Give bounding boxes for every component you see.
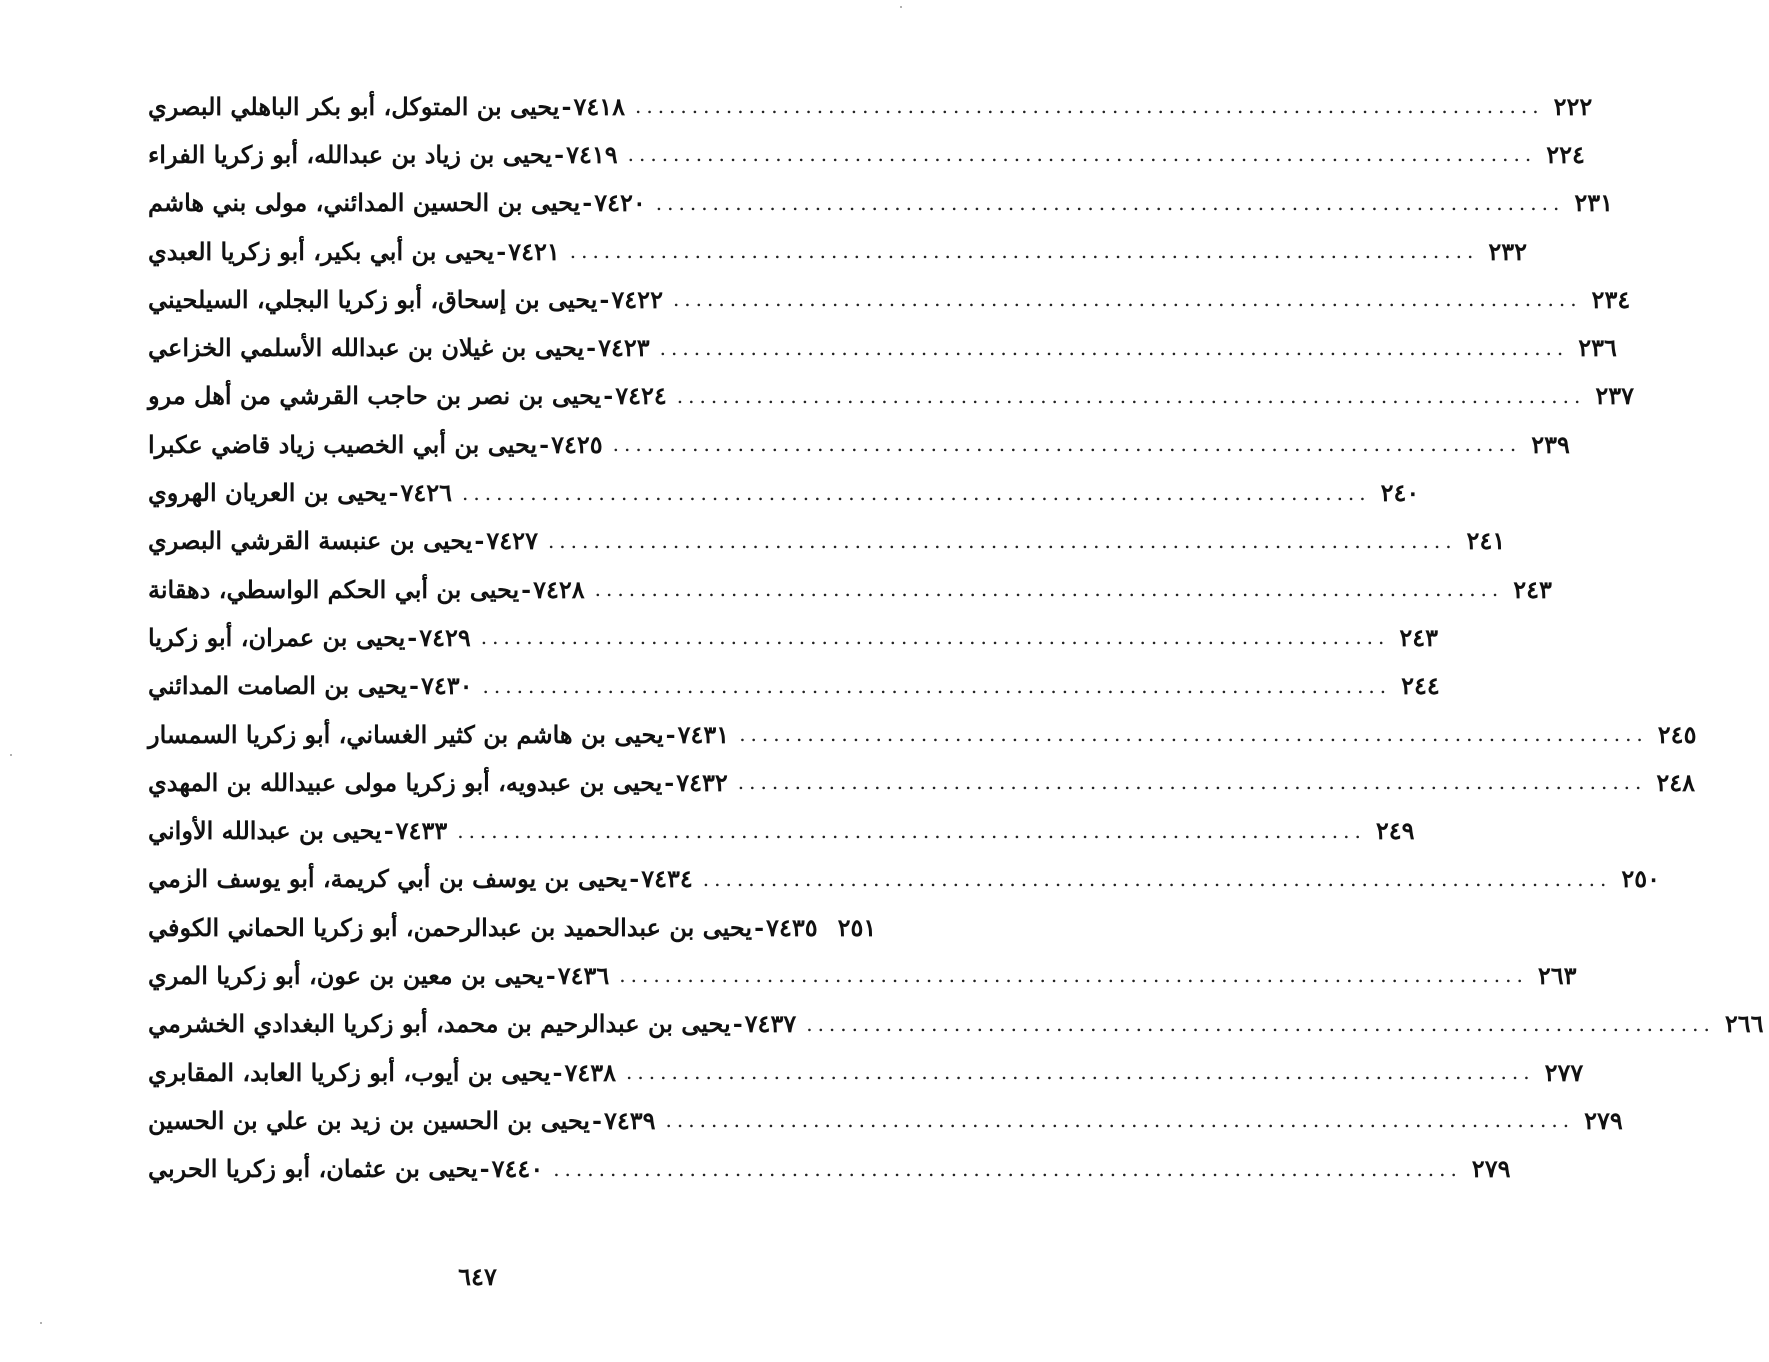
entry-page-number: ٢٣٢ bbox=[1488, 236, 1527, 266]
entry-title: يحيى بن عبدالرحيم بن محمد، أبو زكريا البغدادي الخشرمي bbox=[148, 1009, 731, 1039]
entry-title: يحيى بن يوسف بن أبي كريمة، أبو يوسف الزمي bbox=[148, 864, 628, 894]
toc-entry-label bbox=[148, 381, 667, 410]
dot-leader: ................................................................................ bbox=[635, 94, 1544, 119]
toc-entry bbox=[148, 565, 1552, 613]
entry-page-number: ٢٢٢ bbox=[1553, 91, 1593, 121]
toc-entry bbox=[148, 517, 1506, 565]
entry-number: ٧٤٣٥ bbox=[766, 912, 818, 942]
entry-page-number: ٢٤٤ bbox=[1401, 671, 1440, 701]
scan-speck bbox=[10, 754, 12, 756]
entry-number: ٧٤٤٠ bbox=[491, 1154, 544, 1184]
entry-title: يحيى بن أيوب، أبو زكريا العابد، المقابري bbox=[148, 1057, 551, 1087]
entry-page-number: ٢٣٦ bbox=[1578, 333, 1617, 363]
dot-leader: ................................................................................ bbox=[672, 287, 1582, 312]
toc-entry-label bbox=[148, 1154, 543, 1183]
toc-entry bbox=[148, 1096, 1623, 1144]
entry-dash: - bbox=[603, 381, 614, 411]
toc-entry-label bbox=[148, 1009, 796, 1038]
dot-leader: ................................................................................ bbox=[612, 432, 1522, 457]
entry-page-number: ٢٥٠ bbox=[1621, 864, 1661, 894]
entry-number: ٧٤١٩ bbox=[566, 139, 618, 169]
entry-number: ٧٤٣٨ bbox=[564, 1057, 617, 1087]
dot-leader: ................................................................................ bbox=[655, 190, 1565, 215]
toc-entry-label bbox=[148, 575, 585, 604]
entry-dash: - bbox=[496, 236, 507, 266]
dot-leader: ................................................................................ bbox=[619, 963, 1528, 988]
toc-entry bbox=[148, 1000, 1764, 1048]
toc-entry-label bbox=[148, 816, 447, 845]
entry-dash: - bbox=[539, 429, 550, 459]
toc-entry bbox=[148, 855, 1661, 903]
entry-dash: - bbox=[554, 139, 565, 169]
entry-number: ٧٤٣٣ bbox=[395, 816, 448, 846]
toc-entry-label bbox=[148, 526, 538, 555]
entry-page-number: ٢٧٩ bbox=[1584, 1105, 1623, 1135]
entry-title: يحيى بن الحسين بن زيد بن علي بن الحسين bbox=[148, 1105, 590, 1135]
entry-page-number: ٢٧٧ bbox=[1544, 1057, 1584, 1087]
entry-title: يحيى بن معين بن عون، أبو زكريا المري bbox=[148, 960, 544, 990]
entry-number: ٧٤٢٢ bbox=[611, 284, 663, 314]
dot-leader: ................................................................................ bbox=[569, 239, 1479, 264]
toc-entry bbox=[148, 806, 1415, 854]
entry-number: ٧٤٢٣ bbox=[598, 333, 650, 363]
entry-title: يحيى بن المتوكل، أبو بكر الباهلي البصري bbox=[148, 91, 560, 121]
entry-number: ٧٤٣٠ bbox=[420, 671, 473, 701]
entry-page-number: ٢٤٣ bbox=[1513, 574, 1552, 604]
entry-title: يحيى بن عبدالحميد بن عبدالرحمن، أبو زكريا الحماني الكوفي bbox=[148, 912, 753, 942]
entry-page-number: ٢٧٩ bbox=[1471, 1154, 1511, 1184]
toc-entry bbox=[148, 179, 1614, 227]
toc-entry bbox=[148, 275, 1631, 323]
entry-page-number: ٢٤٨ bbox=[1656, 767, 1696, 797]
toc-entry bbox=[148, 662, 1440, 710]
toc-entry-label bbox=[148, 430, 603, 459]
entry-dash: - bbox=[521, 574, 532, 604]
toc-entry-label bbox=[148, 478, 452, 507]
entry-page-number: ٢٢٤ bbox=[1546, 139, 1585, 169]
entry-title: يحيى بن عبدالله الأواني bbox=[148, 816, 382, 846]
toc-entry-label bbox=[148, 913, 818, 942]
toc-entry-label bbox=[148, 671, 473, 700]
dot-leader: ................................................................................ bbox=[627, 142, 1537, 167]
entry-page-number: ٢٦٣ bbox=[1537, 960, 1577, 990]
dot-leader: ................................................................................ bbox=[676, 383, 1586, 408]
entry-dash: - bbox=[582, 188, 593, 218]
entry-number: ٧٤٢٧ bbox=[486, 526, 538, 556]
entry-page-number: ٢٤١ bbox=[1466, 526, 1506, 556]
entry-page-number: ٢٣٩ bbox=[1531, 429, 1570, 459]
entry-title: يحيى بن أبي بكير، أبو زكريا العبدي bbox=[148, 236, 495, 266]
entry-number: ٧٤١٨ bbox=[573, 91, 625, 121]
entry-number: ٧٤٢٩ bbox=[419, 622, 471, 652]
dot-leader: ................................................................................ bbox=[553, 1156, 1462, 1181]
entry-page-number: ٢٣٤ bbox=[1591, 284, 1631, 314]
toc-entry-label bbox=[148, 720, 729, 749]
entry-title: يحيى بن العريان الهروي bbox=[148, 478, 387, 508]
entry-page-number: ٢٣١ bbox=[1574, 188, 1614, 218]
dot-leader: ................................................................................ bbox=[626, 1060, 1535, 1085]
entry-title: يحيى بن عمران، أبو زكريا bbox=[148, 622, 406, 652]
entry-number: ٧٤٢٦ bbox=[400, 478, 453, 508]
scan-speck bbox=[900, 6, 902, 8]
entry-title: يحيى بن عثمان، أبو زكريا الحربي bbox=[148, 1154, 478, 1184]
toc-entry-label bbox=[148, 92, 625, 121]
entry-title: يحيى بن أبي الخصيب زياد قاضي عكبرا bbox=[148, 429, 538, 459]
dot-leader: ................................................................................ bbox=[702, 866, 1612, 891]
entry-page-number: ٢٤٥ bbox=[1657, 719, 1697, 749]
entry-number: ٧٤٣٦ bbox=[557, 960, 610, 990]
entry-number: ٧٤٣١ bbox=[677, 719, 730, 749]
entry-number: ٧٤٣٧ bbox=[744, 1009, 797, 1039]
dot-leader: ................................................................................ bbox=[739, 722, 1648, 746]
entry-number: ٧٤٣٩ bbox=[603, 1105, 656, 1135]
dot-leader: ................................................................................ bbox=[806, 1011, 1715, 1036]
entry-number: ٧٤٢١ bbox=[508, 236, 560, 266]
entry-page-number: ٢٤٣ bbox=[1399, 622, 1439, 652]
entry-title: يحيى بن عبدويه، أبو زكريا مولى عبيدالله بن المهدي bbox=[148, 767, 663, 797]
toc-entry-label bbox=[148, 961, 609, 990]
entry-title: يحيى بن الصامت المدائني bbox=[148, 671, 408, 701]
entry-number: ٧٤٢٨ bbox=[533, 574, 585, 604]
toc-entry bbox=[148, 951, 1577, 999]
entry-number: ٧٤٣٢ bbox=[676, 767, 728, 797]
entry-title: يحيى بن نصر بن حاجب القرشي من أهل مرو bbox=[148, 381, 602, 411]
toc-entry-label bbox=[148, 237, 560, 266]
dot-leader: ................................................................................ bbox=[737, 770, 1647, 795]
toc-entry bbox=[148, 1145, 1511, 1193]
entry-number: ٧٤٢٥ bbox=[551, 429, 603, 459]
scan-speck bbox=[40, 1322, 42, 1324]
entry-title: يحيى بن غيلان بن عبدالله الأسلمي الخزاعي bbox=[148, 333, 585, 363]
entry-page-number: ٢٥١ bbox=[837, 912, 877, 942]
toc-entry-label bbox=[148, 768, 728, 797]
toc-entry bbox=[148, 372, 1635, 420]
entry-dash: - bbox=[474, 526, 485, 556]
toc-entry-label bbox=[148, 333, 650, 362]
toc-entry bbox=[148, 323, 1617, 371]
toc-entry-label bbox=[148, 1058, 616, 1087]
dot-leader: ................................................................................ bbox=[462, 480, 1371, 505]
entry-page-number: ٢٤٠ bbox=[1380, 478, 1420, 508]
entry-dash: - bbox=[561, 91, 572, 121]
toc-entry-label bbox=[148, 140, 618, 169]
toc-entry bbox=[148, 130, 1585, 178]
dot-leader: ................................................................................ bbox=[594, 577, 1504, 602]
entry-page-number: ٢٤٩ bbox=[1375, 816, 1415, 846]
entry-title: يحيى بن إسحاق، أبو زكريا البجلي، السيلحيني bbox=[148, 284, 598, 314]
toc-entry bbox=[148, 758, 1696, 806]
toc-entry-label bbox=[148, 1106, 656, 1135]
entry-dash: - bbox=[479, 1154, 490, 1184]
entry-dash: - bbox=[591, 1105, 602, 1135]
entry-dash: - bbox=[599, 284, 610, 314]
entry-title: يحيى بن زياد بن عبدالله، أبو زكريا الفراء bbox=[148, 139, 553, 169]
toc-entry bbox=[148, 420, 1570, 468]
entry-dash: - bbox=[409, 671, 419, 701]
toc-entry-label bbox=[148, 623, 471, 652]
dot-leader: ................................................................................ bbox=[482, 673, 1392, 698]
toc-entry bbox=[148, 613, 1439, 661]
entry-dash: - bbox=[407, 622, 418, 652]
toc-entry bbox=[148, 82, 1593, 130]
entry-dash: - bbox=[665, 719, 676, 749]
toc-entry-label bbox=[148, 864, 693, 893]
toc-entry-label bbox=[148, 285, 663, 314]
toc-entry bbox=[148, 468, 1420, 516]
entry-dash: - bbox=[664, 767, 675, 797]
toc-entry bbox=[148, 903, 877, 951]
entry-title: يحيى بن هاشم بن كثير الغساني، أبو زكريا السمسار bbox=[148, 719, 664, 749]
entry-page-number: ٢٦٦ bbox=[1724, 1009, 1764, 1039]
dot-leader: ................................................................................ bbox=[457, 818, 1366, 843]
entry-title: يحيى بن الحسين المدائني، مولى بني هاشم bbox=[148, 188, 581, 218]
dot-leader: ................................................................................ bbox=[665, 1108, 1575, 1133]
entry-dash: - bbox=[629, 864, 640, 894]
toc-entry-label bbox=[148, 188, 646, 217]
toc-entry bbox=[148, 710, 1697, 758]
entry-dash: - bbox=[586, 333, 597, 363]
entry-title: يحيى بن عنبسة القرشي البصري bbox=[148, 526, 473, 556]
table-of-contents bbox=[148, 82, 1764, 1193]
entry-number: ٧٤٢٤ bbox=[615, 381, 667, 411]
dot-leader: ................................................................................ bbox=[659, 335, 1569, 360]
entry-dash: - bbox=[732, 1009, 743, 1039]
toc-entry bbox=[148, 227, 1527, 275]
entry-dash: - bbox=[545, 960, 556, 990]
entry-dash: - bbox=[552, 1057, 563, 1087]
page-number: ٦٤٧ bbox=[458, 1262, 497, 1291]
dot-leader: ................................................................................ bbox=[480, 625, 1390, 650]
entry-dash: - bbox=[383, 816, 394, 846]
entry-dash: - bbox=[388, 478, 399, 508]
toc-entry bbox=[148, 1048, 1584, 1096]
entry-number: ٧٤٢٠ bbox=[594, 188, 646, 218]
entry-page-number: ٢٣٧ bbox=[1595, 381, 1635, 411]
entry-number: ٧٤٣٤ bbox=[641, 864, 693, 894]
dot-leader: ................................................................................ bbox=[547, 528, 1457, 553]
entry-title: يحيى بن أبي الحكم الواسطي، دهقانة bbox=[148, 574, 520, 604]
entry-dash: - bbox=[754, 912, 765, 942]
